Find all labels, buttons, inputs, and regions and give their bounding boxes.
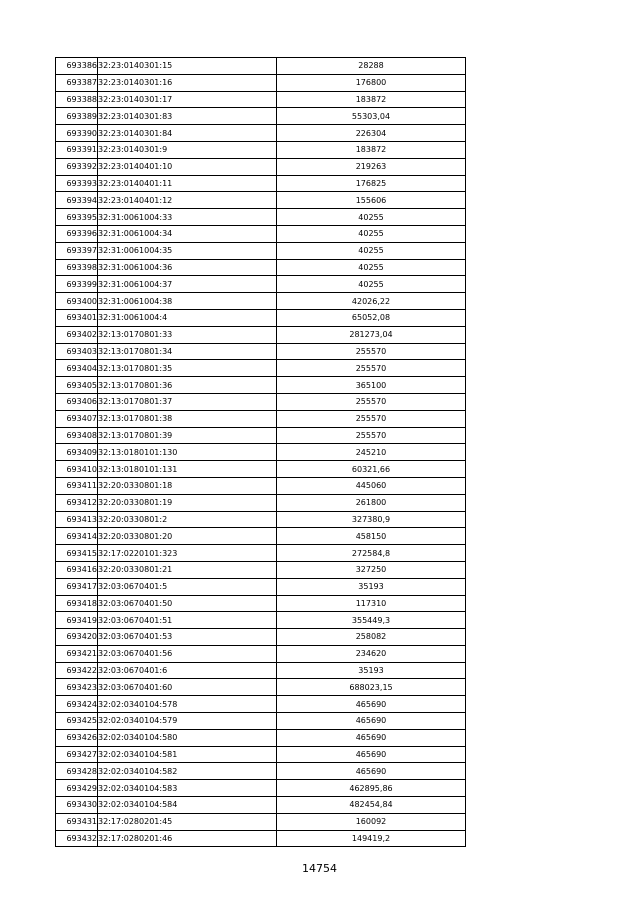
cell-value: 445060 (277, 477, 466, 494)
cell-value: 40255 (277, 276, 466, 293)
table-row (56, 326, 466, 343)
cell-code: 32:02:0340104:578 (98, 696, 277, 713)
table-row (56, 696, 466, 713)
cell-code: 32:13:0170801:37 (98, 393, 277, 410)
table-row (56, 662, 466, 679)
cell-code: 32:23:0140301:83 (98, 108, 277, 125)
page-number: 14754 (302, 862, 337, 875)
cell-value: 688023,15 (277, 679, 466, 696)
cell-code: 32:13:0170801:36 (98, 377, 277, 394)
cell-id: 693420 (56, 629, 98, 646)
cell-code: 32:03:0670401:50 (98, 595, 277, 612)
cell-id: 693388 (56, 91, 98, 108)
table-row (56, 679, 466, 696)
cell-code: 32:17:0280201:45 (98, 813, 277, 830)
table-row (56, 58, 466, 75)
table-row (56, 545, 466, 562)
cell-id: 693386 (56, 58, 98, 75)
cell-id: 693416 (56, 561, 98, 578)
table-row (56, 612, 466, 629)
cell-id: 693394 (56, 192, 98, 209)
cell-value: 465690 (277, 746, 466, 763)
table-row (56, 259, 466, 276)
cell-id: 693426 (56, 729, 98, 746)
cell-value: 245210 (277, 444, 466, 461)
cell-id: 693418 (56, 595, 98, 612)
table-row (56, 91, 466, 108)
table-row (56, 629, 466, 646)
table-row (56, 595, 466, 612)
cell-value: 160092 (277, 813, 466, 830)
cell-value: 458150 (277, 528, 466, 545)
cell-value: 462895,86 (277, 780, 466, 797)
cell-id: 693417 (56, 578, 98, 595)
cell-value: 149419,2 (277, 830, 466, 847)
cell-code: 32:20:0330801:2 (98, 511, 277, 528)
cell-code: 32:17:0220101:323 (98, 545, 277, 562)
cell-id: 693389 (56, 108, 98, 125)
cell-code: 32:20:0330801:20 (98, 528, 277, 545)
table-body (56, 58, 466, 847)
table-row (56, 393, 466, 410)
cell-code: 32:20:0330801:21 (98, 561, 277, 578)
cell-value: 465690 (277, 729, 466, 746)
cell-id: 693390 (56, 125, 98, 142)
cell-code: 32:31:0061004:4 (98, 309, 277, 326)
cell-code: 32:03:0670401:5 (98, 578, 277, 595)
table-row (56, 461, 466, 478)
table-row (56, 746, 466, 763)
table-row (56, 225, 466, 242)
table-row (56, 763, 466, 780)
cell-value: 155606 (277, 192, 466, 209)
cell-id: 693399 (56, 276, 98, 293)
table-row (56, 276, 466, 293)
table-row (56, 578, 466, 595)
cell-code: 32:23:0140401:10 (98, 158, 277, 175)
cell-id: 693397 (56, 242, 98, 259)
data-table (55, 57, 466, 847)
cell-value: 355449,3 (277, 612, 466, 629)
cell-code: 32:23:0140301:9 (98, 141, 277, 158)
cell-value: 40255 (277, 209, 466, 226)
cell-value: 35193 (277, 578, 466, 595)
cell-id: 693428 (56, 763, 98, 780)
cell-id: 693410 (56, 461, 98, 478)
table-row (56, 813, 466, 830)
cell-code: 32:23:0140301:16 (98, 74, 277, 91)
table-row (56, 242, 466, 259)
cell-code: 32:02:0340104:584 (98, 797, 277, 814)
cell-id: 693396 (56, 225, 98, 242)
cell-value: 219263 (277, 158, 466, 175)
table-row (56, 444, 466, 461)
table-row (56, 125, 466, 142)
cell-value: 281273,04 (277, 326, 466, 343)
cell-id: 693387 (56, 74, 98, 91)
cell-code: 32:23:0140401:11 (98, 175, 277, 192)
cell-code: 32:03:0670401:6 (98, 662, 277, 679)
cell-code: 32:23:0140301:84 (98, 125, 277, 142)
table-row (56, 830, 466, 847)
cell-code: 32:31:0061004:38 (98, 293, 277, 310)
table-row (56, 192, 466, 209)
cell-id: 693412 (56, 494, 98, 511)
cell-value: 258082 (277, 629, 466, 646)
cell-value: 365100 (277, 377, 466, 394)
cell-code: 32:02:0340104:579 (98, 713, 277, 730)
cell-id: 693403 (56, 343, 98, 360)
table-row (56, 427, 466, 444)
cell-id: 693414 (56, 528, 98, 545)
cell-code: 32:23:0140301:17 (98, 91, 277, 108)
cell-value: 183872 (277, 141, 466, 158)
cell-id: 693413 (56, 511, 98, 528)
cell-value: 117310 (277, 595, 466, 612)
cell-id: 693422 (56, 662, 98, 679)
cell-id: 693419 (56, 612, 98, 629)
cell-value: 183872 (277, 91, 466, 108)
cell-value: 465690 (277, 713, 466, 730)
cell-id: 693408 (56, 427, 98, 444)
cell-code: 32:13:0180101:131 (98, 461, 277, 478)
cell-value: 465690 (277, 696, 466, 713)
cell-value: 40255 (277, 225, 466, 242)
cell-id: 693407 (56, 410, 98, 427)
cell-value: 176800 (277, 74, 466, 91)
cell-id: 693400 (56, 293, 98, 310)
cell-value: 482454,84 (277, 797, 466, 814)
cell-code: 32:31:0061004:33 (98, 209, 277, 226)
table-row (56, 477, 466, 494)
cell-code: 32:02:0340104:580 (98, 729, 277, 746)
cell-code: 32:13:0170801:38 (98, 410, 277, 427)
cell-id: 693411 (56, 477, 98, 494)
table-row (56, 729, 466, 746)
cell-value: 327380,9 (277, 511, 466, 528)
table-row (56, 293, 466, 310)
cell-value: 255570 (277, 360, 466, 377)
cell-code: 32:13:0170801:33 (98, 326, 277, 343)
cell-id: 693415 (56, 545, 98, 562)
cell-id: 693432 (56, 830, 98, 847)
cell-value: 234620 (277, 645, 466, 662)
cell-id: 693424 (56, 696, 98, 713)
cell-value: 28288 (277, 58, 466, 75)
cell-value: 65052,08 (277, 309, 466, 326)
table-row (56, 209, 466, 226)
table-row (56, 360, 466, 377)
cell-code: 32:31:0061004:35 (98, 242, 277, 259)
cell-code: 32:17:0280201:46 (98, 830, 277, 847)
cell-id: 693406 (56, 393, 98, 410)
table-row (56, 713, 466, 730)
cell-id: 693421 (56, 645, 98, 662)
cell-code: 32:02:0340104:582 (98, 763, 277, 780)
cell-id: 693431 (56, 813, 98, 830)
table-row (56, 780, 466, 797)
cell-code: 32:02:0340104:581 (98, 746, 277, 763)
cell-value: 255570 (277, 410, 466, 427)
cell-code: 32:03:0670401:56 (98, 645, 277, 662)
cell-value: 42026,22 (277, 293, 466, 310)
cell-value: 327250 (277, 561, 466, 578)
table-row (56, 175, 466, 192)
table-row (56, 561, 466, 578)
table-row (56, 309, 466, 326)
cell-id: 693401 (56, 309, 98, 326)
cell-code: 32:13:0180101:130 (98, 444, 277, 461)
cell-id: 693409 (56, 444, 98, 461)
table-row (56, 141, 466, 158)
cell-value: 255570 (277, 343, 466, 360)
cell-id: 693402 (56, 326, 98, 343)
cell-id: 693427 (56, 746, 98, 763)
cell-id: 693430 (56, 797, 98, 814)
cell-code: 32:13:0170801:39 (98, 427, 277, 444)
cell-value: 40255 (277, 242, 466, 259)
cell-code: 32:03:0670401:60 (98, 679, 277, 696)
cell-id: 693405 (56, 377, 98, 394)
cell-code: 32:13:0170801:35 (98, 360, 277, 377)
cell-id: 693404 (56, 360, 98, 377)
table-row (56, 410, 466, 427)
cell-value: 465690 (277, 763, 466, 780)
cell-code: 32:31:0061004:34 (98, 225, 277, 242)
cell-id: 693393 (56, 175, 98, 192)
cell-id: 693395 (56, 209, 98, 226)
table-row (56, 343, 466, 360)
table-row (56, 377, 466, 394)
cell-code: 32:23:0140301:15 (98, 58, 277, 75)
cell-id: 693425 (56, 713, 98, 730)
cell-id: 693398 (56, 259, 98, 276)
cell-id: 693423 (56, 679, 98, 696)
table-row (56, 158, 466, 175)
cell-code: 32:23:0140401:12 (98, 192, 277, 209)
table-row (56, 511, 466, 528)
table-row (56, 74, 466, 91)
cell-value: 272584,8 (277, 545, 466, 562)
cell-value: 40255 (277, 259, 466, 276)
cell-id: 693391 (56, 141, 98, 158)
cell-value: 35193 (277, 662, 466, 679)
cell-value: 226304 (277, 125, 466, 142)
cell-code: 32:31:0061004:36 (98, 259, 277, 276)
cell-code: 32:03:0670401:51 (98, 612, 277, 629)
table-row (56, 797, 466, 814)
table-row (56, 528, 466, 545)
cell-code: 32:02:0340104:583 (98, 780, 277, 797)
cell-id: 693429 (56, 780, 98, 797)
cell-id: 693392 (56, 158, 98, 175)
cell-code: 32:03:0670401:53 (98, 629, 277, 646)
cell-value: 261800 (277, 494, 466, 511)
cell-code: 32:20:0330801:19 (98, 494, 277, 511)
cell-code: 32:13:0170801:34 (98, 343, 277, 360)
table-row (56, 645, 466, 662)
table-row (56, 494, 466, 511)
cell-value: 255570 (277, 427, 466, 444)
cell-code: 32:20:0330801:18 (98, 477, 277, 494)
cell-value: 176825 (277, 175, 466, 192)
cell-code: 32:31:0061004:37 (98, 276, 277, 293)
cell-value: 60321,66 (277, 461, 466, 478)
cell-value: 255570 (277, 393, 466, 410)
table-row (56, 108, 466, 125)
cell-value: 55303,04 (277, 108, 466, 125)
